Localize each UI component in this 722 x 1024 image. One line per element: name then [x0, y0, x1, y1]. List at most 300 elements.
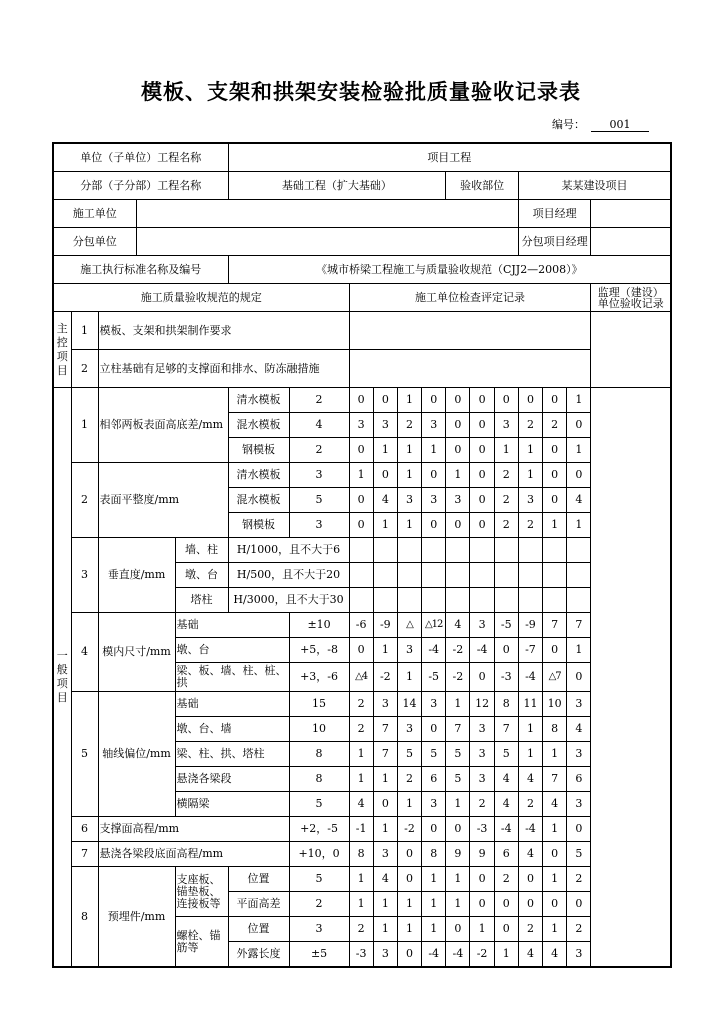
measured-value[interactable]: 3	[567, 742, 591, 767]
measured-value[interactable]: -3	[494, 663, 518, 692]
measured-value[interactable]: 0	[543, 388, 567, 413]
measured-value[interactable]: 3	[470, 767, 494, 792]
measured-value[interactable]	[543, 563, 567, 588]
tolerance: 8	[289, 767, 349, 792]
measured-value[interactable]: 0	[494, 638, 518, 663]
measured-value[interactable]: 2	[494, 463, 518, 488]
tolerance: 2	[289, 892, 349, 917]
measured-value[interactable]: △7	[543, 663, 567, 692]
measured-value[interactable]	[373, 538, 397, 563]
measured-value[interactable]	[543, 538, 567, 563]
standard-value[interactable]: 《城市桥梁工程施工与质量验收规范（CJJ2—2008）》	[228, 256, 671, 284]
measured-value[interactable]: 0	[543, 842, 567, 867]
measured-value[interactable]: 1	[567, 638, 591, 663]
measured-value[interactable]: 2	[494, 488, 518, 513]
measured-value[interactable]	[494, 563, 518, 588]
measured-value[interactable]: 1	[446, 463, 470, 488]
measured-value[interactable]: 1	[397, 438, 421, 463]
measured-value[interactable]: 5	[567, 842, 591, 867]
table-row	[53, 842, 671, 867]
measured-value[interactable]	[494, 538, 518, 563]
measured-value[interactable]: 4	[373, 488, 397, 513]
item-name: 模内尺寸/mm	[98, 613, 175, 692]
measured-value[interactable]: 2	[494, 513, 518, 538]
tolerance: +10，0	[289, 842, 349, 867]
measured-value[interactable]: 1	[349, 463, 373, 488]
measured-value[interactable]	[446, 588, 470, 613]
measured-value[interactable]: 0	[567, 463, 591, 488]
measured-value[interactable]	[349, 538, 373, 563]
measured-value[interactable]: -2	[470, 942, 494, 968]
measured-value[interactable]: 1	[567, 438, 591, 463]
measured-value[interactable]: 4	[373, 867, 397, 892]
measured-value[interactable]: 5	[422, 742, 446, 767]
measured-value[interactable]	[446, 538, 470, 563]
measured-value[interactable]: 1	[397, 388, 421, 413]
measured-value[interactable]: 4	[543, 792, 567, 817]
measured-value[interactable]	[397, 538, 421, 563]
sub-group: 螺栓、锚筋等	[175, 917, 228, 968]
measured-value[interactable]: 3	[397, 717, 421, 742]
measured-value[interactable]: 0	[543, 438, 567, 463]
measured-value[interactable]: 1	[446, 892, 470, 917]
measured-value[interactable]: -7	[518, 638, 542, 663]
measured-value[interactable]: 1	[518, 463, 542, 488]
measured-value[interactable]: 5	[397, 742, 421, 767]
measured-value[interactable]: 0	[470, 388, 494, 413]
measured-value[interactable]: 0	[470, 413, 494, 438]
measured-value[interactable]: 9	[446, 842, 470, 867]
sub-item: 位置	[228, 867, 289, 892]
measured-value[interactable]: -4	[494, 817, 518, 842]
measured-value[interactable]: 3	[494, 413, 518, 438]
measured-value[interactable]: 2	[397, 413, 421, 438]
measured-value[interactable]: 3	[373, 413, 397, 438]
measured-value[interactable]: -9	[518, 613, 542, 638]
measured-value[interactable]	[567, 538, 591, 563]
measured-value[interactable]: 6	[567, 767, 591, 792]
measured-value[interactable]: 7	[373, 717, 397, 742]
measured-value[interactable]: 0	[470, 867, 494, 892]
supervision-header: 监理（建设）单位验收记录	[591, 284, 671, 312]
measured-value[interactable]: 0	[470, 488, 494, 513]
main-item-no: 1	[71, 312, 98, 350]
measured-value[interactable]: 0	[422, 513, 446, 538]
sub-item: 清水模板	[228, 463, 289, 488]
measured-value[interactable]: 3	[373, 842, 397, 867]
measured-value[interactable]: 8	[422, 842, 446, 867]
measured-value[interactable]: 9	[470, 842, 494, 867]
measured-value[interactable]: 5	[494, 742, 518, 767]
measured-value[interactable]: 0	[470, 463, 494, 488]
measured-value[interactable]: 4	[494, 767, 518, 792]
sub-item: 塔柱	[175, 588, 228, 613]
measured-value[interactable]: 2	[349, 717, 373, 742]
measured-value[interactable]: 3	[567, 942, 591, 968]
measured-value[interactable]: 7	[543, 613, 567, 638]
sub-item: 横隔梁	[175, 792, 289, 817]
acceptance-part-value[interactable]: 某某建设项目	[518, 172, 671, 200]
measured-value[interactable]: 1	[397, 917, 421, 942]
measured-value[interactable]: 7	[567, 613, 591, 638]
table-row	[53, 817, 671, 842]
item-no: 4	[71, 613, 98, 692]
measured-value[interactable]: 8	[494, 692, 518, 717]
tolerance: 15	[289, 692, 349, 717]
measured-value[interactable]: 6	[494, 842, 518, 867]
measured-value[interactable]: 2	[518, 413, 542, 438]
pm-value[interactable]	[591, 200, 671, 228]
measured-value[interactable]: 2	[518, 513, 542, 538]
measured-value[interactable]: -1	[349, 817, 373, 842]
measured-value[interactable]: 4	[567, 488, 591, 513]
item-name: 相邻两板表面高底差/mm	[98, 388, 228, 463]
main-item-name: 立柱基础有足够的支撑面和排水、防冻融措施	[98, 350, 349, 388]
division-value[interactable]: 基础工程（扩大基础）	[228, 172, 446, 200]
measured-value[interactable]: 1	[373, 917, 397, 942]
measured-value[interactable]: 1	[349, 742, 373, 767]
measured-value[interactable]: 2	[470, 792, 494, 817]
measured-value[interactable]: 7	[373, 742, 397, 767]
tolerance: 5	[289, 488, 349, 513]
measured-value[interactable]: -4	[470, 638, 494, 663]
measured-value[interactable]: 7	[543, 767, 567, 792]
measured-value[interactable]: 3	[397, 488, 421, 513]
main-item-no: 2	[71, 350, 98, 388]
measured-value[interactable]: 1	[567, 513, 591, 538]
measured-value[interactable]: 0	[397, 867, 421, 892]
measured-value[interactable]: 3	[470, 742, 494, 767]
measured-value[interactable]: -2	[446, 638, 470, 663]
measured-value[interactable]: 0	[567, 663, 591, 692]
measured-value[interactable]: 0	[446, 438, 470, 463]
measured-value[interactable]: △12	[422, 613, 446, 638]
measured-value[interactable]: 0	[373, 388, 397, 413]
record-number-value: 001	[591, 118, 649, 132]
measured-value[interactable]: -6	[349, 613, 373, 638]
measured-value[interactable]: 1	[373, 513, 397, 538]
measured-value[interactable]: 5	[446, 742, 470, 767]
measured-value[interactable]	[349, 588, 373, 613]
measured-value[interactable]: 6	[422, 767, 446, 792]
measured-value[interactable]: 1	[422, 867, 446, 892]
item-name: 表面平整度/mm	[98, 463, 228, 538]
sub-item: 清水模板	[228, 388, 289, 413]
measured-value[interactable]	[397, 588, 421, 613]
measured-value[interactable]: 1	[518, 438, 542, 463]
measured-value[interactable]	[494, 588, 518, 613]
measured-value[interactable]: 4	[494, 792, 518, 817]
measured-value[interactable]: 1	[494, 438, 518, 463]
subcontractor-value[interactable]	[136, 228, 518, 256]
item-name: 预埋件/mm	[98, 867, 175, 968]
measured-value[interactable]: 1	[373, 817, 397, 842]
measured-value[interactable]: -3	[470, 817, 494, 842]
tolerance: H/3000，且不大于30	[228, 588, 349, 613]
measured-value[interactable]: 3	[422, 792, 446, 817]
sub-item: 钢模板	[228, 438, 289, 463]
measured-value[interactable]: 0	[567, 892, 591, 917]
measured-value[interactable]: -3	[349, 942, 373, 968]
measured-value[interactable]: 1	[422, 892, 446, 917]
table-row	[53, 613, 671, 638]
tolerance: +2，-5	[289, 817, 349, 842]
measured-value[interactable]: 1	[543, 742, 567, 767]
measured-value[interactable]: 0	[470, 663, 494, 692]
item-name: 悬浇各梁段底面高程/mm	[98, 842, 289, 867]
measured-value[interactable]: 1	[397, 663, 421, 692]
measured-value[interactable]: 7	[494, 717, 518, 742]
measured-value[interactable]: 14	[397, 692, 421, 717]
measured-value[interactable]: -2	[446, 663, 470, 692]
measured-value[interactable]: 0	[422, 717, 446, 742]
measured-value[interactable]: -4	[446, 942, 470, 968]
record-number-label: 编号：	[552, 118, 585, 131]
measured-value[interactable]: 1	[422, 917, 446, 942]
contractor-value[interactable]	[136, 200, 518, 228]
main-item-check[interactable]	[349, 312, 591, 350]
measured-value[interactable]: 4	[518, 942, 542, 968]
measured-value[interactable]: 1	[397, 513, 421, 538]
measured-value[interactable]: 11	[518, 692, 542, 717]
measured-value[interactable]	[567, 588, 591, 613]
item-no: 7	[71, 842, 98, 867]
measured-value[interactable]: 2	[349, 917, 373, 942]
table-row	[53, 867, 671, 892]
measured-value[interactable]: 0	[494, 917, 518, 942]
measured-value[interactable]: 10	[543, 692, 567, 717]
measured-value[interactable]: 7	[446, 717, 470, 742]
measured-value[interactable]: 3	[349, 413, 373, 438]
measured-value[interactable]: 3	[470, 717, 494, 742]
measured-value[interactable]: 0	[446, 513, 470, 538]
measured-value[interactable]: 3	[422, 692, 446, 717]
measured-value[interactable]: 2	[397, 767, 421, 792]
measured-value[interactable]: 0	[446, 917, 470, 942]
measured-value[interactable]: 3	[446, 488, 470, 513]
measured-value[interactable]: 0	[373, 463, 397, 488]
measured-value[interactable]	[470, 538, 494, 563]
measured-value[interactable]: -4	[422, 942, 446, 968]
measured-value[interactable]: 1	[543, 817, 567, 842]
measured-value[interactable]: 0	[397, 842, 421, 867]
measured-value[interactable]: 0	[470, 438, 494, 463]
measured-value[interactable]: 2	[567, 917, 591, 942]
measured-value[interactable]: 1	[349, 867, 373, 892]
measured-value[interactable]: 3	[373, 942, 397, 968]
item-no: 6	[71, 817, 98, 842]
measured-value[interactable]: 3	[567, 692, 591, 717]
measured-value[interactable]	[422, 563, 446, 588]
measured-value[interactable]: 5	[446, 767, 470, 792]
main-control-label: 主控项目	[53, 312, 71, 388]
measured-value[interactable]: 0	[494, 892, 518, 917]
table-row	[53, 463, 671, 488]
measured-value[interactable]: 1	[373, 767, 397, 792]
measured-value[interactable]: 1	[494, 942, 518, 968]
measured-value[interactable]: 0	[543, 463, 567, 488]
measured-value[interactable]: 2	[518, 792, 542, 817]
measured-value[interactable]: 0	[470, 513, 494, 538]
general-label: 一般项目	[53, 388, 71, 968]
measured-value[interactable]	[543, 588, 567, 613]
sub-item: 外露长度	[228, 942, 289, 968]
measured-value[interactable]: 1	[397, 892, 421, 917]
measured-value[interactable]	[518, 563, 542, 588]
tolerance: 2	[289, 438, 349, 463]
measured-value[interactable]: 8	[543, 717, 567, 742]
sub-item: 基础	[175, 692, 289, 717]
item-name: 垂直度/mm	[98, 538, 175, 613]
main-supervision-record[interactable]	[591, 312, 671, 388]
measured-value[interactable]: 3	[373, 692, 397, 717]
measured-value[interactable]: 4	[349, 792, 373, 817]
measured-value[interactable]: 0	[494, 388, 518, 413]
tolerance: 4	[289, 413, 349, 438]
measured-value[interactable]: -5	[494, 613, 518, 638]
measured-value[interactable]: -4	[518, 663, 542, 692]
measured-value[interactable]: -4	[518, 817, 542, 842]
measured-value[interactable]	[349, 563, 373, 588]
measured-value[interactable]	[397, 563, 421, 588]
standard-label: 施工执行标准名称及编号	[53, 256, 228, 284]
measured-value[interactable]: 0	[349, 638, 373, 663]
measured-value[interactable]: 1	[543, 867, 567, 892]
item-no: 8	[71, 867, 98, 968]
measured-value[interactable]	[470, 563, 494, 588]
measured-value[interactable]: 4	[543, 942, 567, 968]
sub-item: 墩、台	[175, 563, 228, 588]
measured-value[interactable]: 1	[567, 388, 591, 413]
measured-value[interactable]: 0	[567, 817, 591, 842]
measured-value[interactable]	[422, 588, 446, 613]
measured-value[interactable]: 2	[349, 692, 373, 717]
measured-value[interactable]: 1	[349, 767, 373, 792]
measured-value[interactable]: -4	[422, 638, 446, 663]
general-supervision-record[interactable]	[591, 388, 671, 968]
measured-value[interactable]: 0	[349, 438, 373, 463]
measured-value[interactable]: 0	[422, 388, 446, 413]
measured-value[interactable]: 3	[397, 638, 421, 663]
measured-value[interactable]: 0	[373, 792, 397, 817]
measured-value[interactable]: 1	[373, 638, 397, 663]
sub-item: 墙、柱	[175, 538, 228, 563]
measured-value[interactable]: 0	[446, 817, 470, 842]
measured-value[interactable]: △	[397, 613, 421, 638]
measured-value[interactable]: 0	[349, 388, 373, 413]
measured-value[interactable]: 3	[422, 488, 446, 513]
measured-value[interactable]: 1	[422, 438, 446, 463]
acceptance-part-label: 验收部位	[446, 172, 519, 200]
measured-value[interactable]: 1	[373, 892, 397, 917]
measured-value[interactable]: 2	[518, 917, 542, 942]
measured-value[interactable]: 1	[446, 792, 470, 817]
measured-value[interactable]: 0	[422, 463, 446, 488]
measured-value[interactable]	[518, 538, 542, 563]
measured-value[interactable]: 8	[349, 842, 373, 867]
measured-value[interactable]: 1	[373, 438, 397, 463]
measured-value[interactable]: 1	[446, 867, 470, 892]
measured-value[interactable]: 12	[470, 692, 494, 717]
measured-value[interactable]	[470, 588, 494, 613]
measured-value[interactable]: 0	[543, 488, 567, 513]
record-number	[552, 116, 649, 132]
measured-value[interactable]: 2	[494, 867, 518, 892]
measured-value[interactable]: 3	[422, 413, 446, 438]
measured-value[interactable]: 0	[349, 488, 373, 513]
measured-value[interactable]: 0	[422, 817, 446, 842]
sub-item: 梁、板、墙、柱、桩、拱	[175, 663, 289, 692]
table-row	[53, 388, 671, 413]
measured-value[interactable]: 1	[543, 917, 567, 942]
measured-value[interactable]: 0	[397, 942, 421, 968]
sub-item: 梁、柱、拱、塔柱	[175, 742, 289, 767]
measured-value[interactable]	[373, 563, 397, 588]
measured-value[interactable]: 0	[446, 388, 470, 413]
measured-value[interactable]	[422, 538, 446, 563]
measured-value[interactable]: 1	[349, 892, 373, 917]
measured-value[interactable]: 0	[543, 638, 567, 663]
sub-pm-value[interactable]	[591, 228, 671, 256]
unit-value[interactable]: 项目工程	[228, 143, 671, 172]
measured-value[interactable]: -2	[373, 663, 397, 692]
main-item-check[interactable]	[349, 350, 591, 388]
measured-value[interactable]: -9	[373, 613, 397, 638]
measured-value[interactable]: 0	[470, 892, 494, 917]
measured-value[interactable]: 4	[446, 613, 470, 638]
tolerance: 5	[289, 792, 349, 817]
sub-item: 钢模板	[228, 513, 289, 538]
measured-value[interactable]: 0	[518, 867, 542, 892]
measured-value[interactable]: 1	[543, 513, 567, 538]
measured-value[interactable]: 4	[518, 842, 542, 867]
measured-value[interactable]: 3	[518, 488, 542, 513]
measured-value[interactable]: 1	[518, 717, 542, 742]
sub-pm-label: 分包项目经理	[518, 228, 591, 256]
measured-value[interactable]	[446, 563, 470, 588]
measured-value[interactable]: 0	[518, 388, 542, 413]
check-header: 施工单位检查评定记录	[349, 284, 591, 312]
measured-value[interactable]	[373, 588, 397, 613]
measured-value[interactable]: 1	[397, 463, 421, 488]
measured-value[interactable]: 2	[543, 413, 567, 438]
measured-value[interactable]	[518, 588, 542, 613]
measured-value[interactable]: 0	[349, 513, 373, 538]
measured-value[interactable]: 0	[543, 892, 567, 917]
measured-value[interactable]: △4	[349, 663, 373, 692]
measured-value[interactable]: 1	[397, 792, 421, 817]
sub-item: 墩、台、墙	[175, 717, 289, 742]
measured-value[interactable]: 3	[470, 613, 494, 638]
tolerance: 5	[289, 867, 349, 892]
measured-value[interactable]: 0	[567, 413, 591, 438]
measured-value[interactable]: 1	[446, 692, 470, 717]
measured-value[interactable]	[567, 563, 591, 588]
sub-item: 基础	[175, 613, 289, 638]
measured-value[interactable]: 0	[446, 413, 470, 438]
inspection-form	[52, 142, 672, 968]
measured-value[interactable]: -2	[397, 817, 421, 842]
measured-value[interactable]: 3	[567, 792, 591, 817]
measured-value[interactable]: 1	[518, 742, 542, 767]
measured-value[interactable]: 2	[567, 867, 591, 892]
sub-item: 混水模板	[228, 488, 289, 513]
measured-value[interactable]: 4	[518, 767, 542, 792]
measured-value[interactable]: 1	[470, 917, 494, 942]
measured-value[interactable]: -5	[422, 663, 446, 692]
measured-value[interactable]: 0	[518, 892, 542, 917]
measured-value[interactable]: 4	[567, 717, 591, 742]
